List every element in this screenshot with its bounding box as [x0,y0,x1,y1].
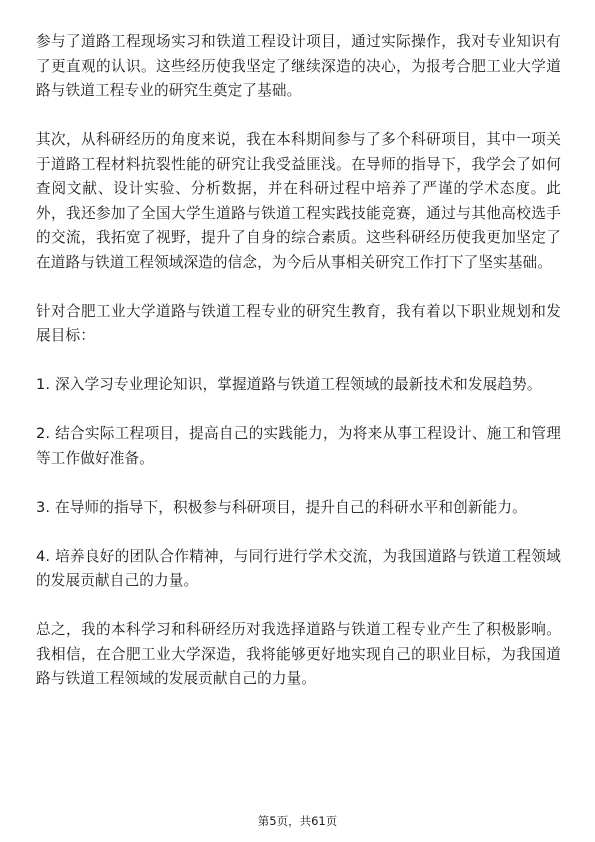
paragraph-spacer [36,398,561,423]
list-item-1: 1. 深入学习专业理论知识，掌握道路与铁道工程领域的最新技术和发展趋势。 [36,376,542,393]
paragraph-spacer [36,349,561,374]
paragraph-2: 其次，从科研经历的角度来说，我在本科期间参与了多个科研项目，其中一项关于道路工程材料抗裂性能的研究让我受益匪浅。在导师的指导下，我学会了如何查阅文献、设计实验、分析数据，并在科研过程中培养了严谨的学术态度。此外，我还参加了全国大学生道路与铁道工程实践技能竞赛，通过与其他高校选手的交流，我拓宽了视野，提升了自身的综合素质。这些科研经历使我更加坚定了在道路与铁道工程领域深造的信念，为今后从事相关研究工作打下了坚实基础。 [36,131,561,271]
paragraph-3: 针对合肥工业大学道路与铁道工程专业的研究生教育，我有着以下职业规划和发展目标： [36,302,561,344]
paragraph-spacer [36,471,561,496]
page-number: 第5页，共61页 [257,814,338,828]
list-item-4: 4. 培养良好的团队合作精神，与同行进行学术交流，为我国道路与铁道工程领域的发展贡献自己的力量。 [36,547,561,589]
document-body [36,30,561,692]
paragraph-1: 参与了道路工程现场实习和铁道工程设计项目，通过实际操作，我对专业知识有了更直观的认识。这些经历使我坚定了继续深造的决心，为报考合肥工业大学道路与铁道工程专业的研究生奠定了基础。 [36,33,561,99]
list-item-3: 3. 在导师的指导下，积极参与科研项目，提升自己的科研水平和创新能力。 [36,498,527,516]
paragraph-spacer [36,594,561,619]
paragraph-spacer [36,104,561,129]
list-item-2: 2. 结合实际工程项目，提高自己的实践能力，为将来从事工程设计、施工和管理等工作做好准备。 [36,425,561,467]
paragraph-spacer [36,275,561,300]
paragraph-conclusion: 总之，我的本科学习和科研经历对我选择道路与铁道工程专业产生了积极影响。我相信，在合肥工业大学深造，我将能够更好地实现自己的职业目标，为我国道路与铁道工程领域的发展贡献自己的力量。 [36,621,561,687]
paragraph-spacer [36,520,561,545]
